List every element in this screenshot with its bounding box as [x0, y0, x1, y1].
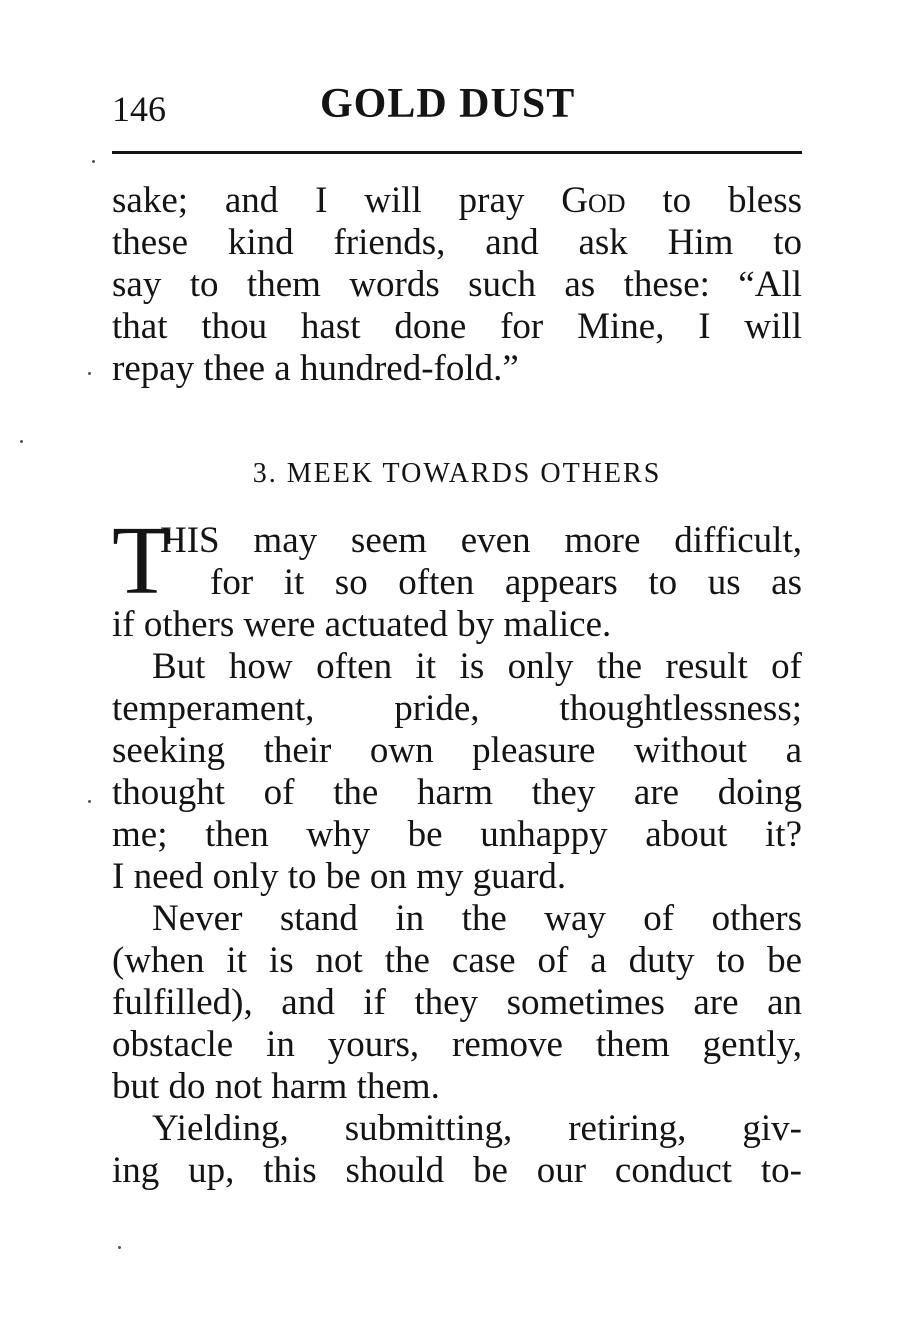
scan-speck — [92, 160, 95, 163]
text-line: (when it is not the case of a duty to be — [112, 940, 802, 981]
paragraph-2 — [112, 646, 802, 898]
text-line: if others were actuated by malice. — [112, 604, 612, 645]
text-line: HIS may seem even more difficult, — [160, 520, 802, 561]
text-line: temperament, pride, thoughtlessness; — [112, 688, 802, 729]
text-line: I need only to be on my guard. — [112, 856, 567, 897]
section-heading: 3. MEEK TOWARDS OTHERS — [252, 458, 662, 489]
page-header — [112, 78, 802, 138]
text-line: say to them words such as these: “All — [112, 264, 802, 305]
running-title: GOLD DUST — [320, 81, 576, 127]
paragraph-3 — [112, 898, 802, 1108]
text-line: fulfilled), and if they sometimes are an — [112, 982, 802, 1023]
text-line: seeking their own pleasure without a — [112, 730, 802, 771]
text-line: But how often it is only the result of — [152, 646, 802, 687]
text-line: ing up, this should be our conduct to- — [112, 1150, 802, 1191]
header-rule — [112, 151, 802, 154]
text-line: these kind friends, and ask Him to — [112, 222, 802, 263]
god-word: God — [561, 180, 626, 221]
drop-cap: T — [112, 507, 172, 615]
text-line: that thou hast done for Mine, I will — [112, 306, 802, 347]
text-line: for it so often appears to us as — [210, 562, 802, 603]
text-line: me; then why be unhappy about it? — [112, 814, 802, 855]
scan-speck — [88, 372, 91, 375]
scan-speck — [88, 800, 91, 803]
text-line: thought of the harm they are doing — [112, 772, 802, 813]
text-line: obstacle in yours, remove them gently, — [112, 1024, 802, 1065]
scan-speck — [118, 1246, 121, 1249]
text-line: sake; and I will pray God to bless — [112, 180, 803, 221]
paragraph-1 — [112, 520, 802, 646]
text-line: Yielding, submitting, retiring, giv- — [152, 1108, 802, 1149]
text-line: but do not harm them. — [112, 1066, 440, 1107]
paragraph-4 — [112, 1108, 802, 1192]
page-number: 146 — [112, 89, 166, 129]
text-line: Never stand in the way of others — [152, 898, 802, 939]
text-line: repay thee a hundred-fold.” — [112, 348, 519, 389]
scan-speck — [20, 440, 23, 443]
continuation-paragraph — [112, 180, 802, 390]
